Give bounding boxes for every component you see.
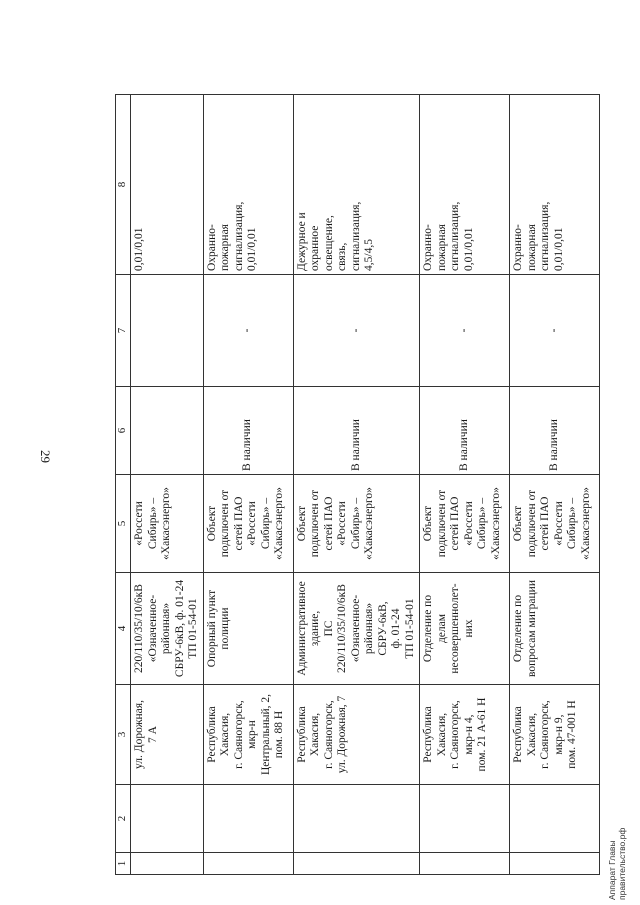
cell-line: 4,5/4,5 bbox=[363, 239, 375, 271]
cell-line: районная» bbox=[363, 602, 375, 655]
watermark bbox=[607, 828, 627, 900]
cell-availability: В наличии bbox=[293, 387, 420, 475]
cell-address bbox=[131, 685, 204, 785]
cell-object-name bbox=[203, 573, 293, 685]
header-cell-6: 6 bbox=[116, 387, 131, 475]
cell-line: Объект bbox=[205, 505, 218, 542]
cell-line: здание, bbox=[309, 610, 321, 647]
cell-line: Хакасия, bbox=[435, 712, 448, 757]
cell-power-source bbox=[420, 475, 510, 573]
cell-line: «Хакасэнерго» bbox=[363, 487, 375, 560]
cell-line: Дежурное и bbox=[295, 212, 308, 271]
cell-power-consumers bbox=[131, 95, 204, 275]
cell-line: Хакасия, bbox=[309, 712, 321, 757]
cell-line: связь, bbox=[336, 242, 348, 271]
cell-line: Хакасия, bbox=[219, 712, 231, 757]
cell-line: Объект bbox=[512, 505, 524, 542]
cell-power-source bbox=[203, 475, 293, 573]
cell-line: «Хакасэнерго» bbox=[579, 487, 592, 560]
cell-col-1 bbox=[203, 853, 293, 875]
cell-line: Охранно- bbox=[512, 224, 524, 271]
cell-col-7: - bbox=[420, 275, 510, 387]
cell-col-7: - bbox=[203, 275, 293, 387]
cell-line: делам bbox=[435, 613, 448, 644]
cell-col-2 bbox=[293, 785, 420, 853]
cell-line: ул. Дорожная, 7 bbox=[336, 695, 348, 774]
cell-line: сетей ПАО bbox=[539, 496, 551, 551]
cell-line: Административное bbox=[295, 581, 308, 676]
cell-line: пом. 88 Н bbox=[273, 710, 285, 759]
cell-line: подключен от bbox=[219, 489, 231, 558]
cell-object-name bbox=[510, 573, 600, 685]
cell-col-2 bbox=[510, 785, 600, 853]
header-cell-2: 2 bbox=[116, 785, 131, 853]
header-cell-5: 5 bbox=[116, 475, 131, 573]
cell-line: несовершеннолет- bbox=[449, 583, 461, 674]
cell-col-1 bbox=[131, 853, 204, 875]
cell-power-source bbox=[131, 475, 204, 573]
cell-line: сигнализация, bbox=[449, 201, 461, 271]
cell-line: ПС bbox=[322, 620, 335, 637]
cell-line: охранное bbox=[309, 225, 321, 271]
cell-line: «Россети bbox=[246, 501, 258, 546]
cell-line: Отделение по bbox=[422, 594, 434, 663]
cell-line: ф. 01-24 bbox=[390, 608, 402, 649]
cell-line: «Россети bbox=[552, 501, 565, 546]
cell-power-consumers bbox=[203, 95, 293, 275]
cell-line: пом. 21 А-61 Н bbox=[476, 697, 488, 772]
cell-line: сигнализация, bbox=[539, 201, 551, 271]
rotated-table-container bbox=[115, 94, 600, 875]
cell-col-2 bbox=[420, 785, 510, 853]
cell-line: Республика bbox=[295, 706, 308, 763]
cell-address bbox=[293, 685, 420, 785]
cell-line: сетей ПАО bbox=[449, 496, 461, 551]
cell-line: Отделение по bbox=[512, 594, 524, 663]
cell-object-name bbox=[131, 573, 204, 685]
cell-line: пожарная bbox=[525, 224, 538, 271]
cell-line: «Означенное- bbox=[146, 594, 159, 663]
cell-line: сигнализация, bbox=[349, 201, 362, 271]
table-row bbox=[510, 95, 600, 875]
watermark-line-2: правительство.рф bbox=[617, 827, 627, 900]
cell-line: подключен от bbox=[309, 489, 321, 558]
cell-line: подключен от bbox=[525, 489, 538, 558]
header-cell-3: 3 bbox=[116, 685, 131, 785]
cell-power-source bbox=[293, 475, 420, 573]
cell-line: подключен от bbox=[435, 489, 448, 558]
cell-availability: В наличии bbox=[510, 387, 600, 475]
cell-col-1 bbox=[293, 853, 420, 875]
cell-line: Хакасия, bbox=[525, 712, 538, 757]
cell-line: мкр-н 9, bbox=[552, 714, 565, 755]
cell-line: 0,01/0,01 bbox=[133, 227, 145, 271]
cell-line: «Россети bbox=[133, 501, 145, 546]
cell-line: 220/110/35/10/6кВ bbox=[336, 584, 348, 673]
cell-line: СБРУ-6кВ, ф. 01-24 bbox=[173, 579, 186, 678]
cell-line: мкр-н 4, bbox=[462, 714, 475, 755]
header-cell-1: 1 bbox=[116, 853, 131, 875]
cell-line: Сибирь» – bbox=[566, 497, 578, 550]
cell-line: Объект bbox=[295, 505, 308, 542]
cell-line: СБРУ-6кВ, bbox=[376, 601, 389, 656]
cell-line: «Хакасэнерго» bbox=[160, 487, 172, 560]
cell-availability: В наличии bbox=[420, 387, 510, 475]
cell-line: Сибирь» – bbox=[349, 497, 362, 550]
cell-object-name bbox=[420, 573, 510, 685]
cell-line: полиции bbox=[219, 607, 231, 650]
cell-line: сетей ПАО bbox=[232, 496, 245, 551]
cell-object-name bbox=[293, 573, 420, 685]
header-cell-8: 8 bbox=[116, 95, 131, 275]
cell-line: 220/110/35/10/6кВ bbox=[133, 584, 145, 673]
cell-line: освещение, bbox=[322, 215, 335, 271]
document-table bbox=[115, 94, 600, 875]
cell-col-2 bbox=[203, 785, 293, 853]
cell-col-1 bbox=[510, 853, 600, 875]
header-cell-7: 7 bbox=[116, 275, 131, 387]
table-row bbox=[293, 95, 420, 875]
cell-line: Опорный пункт bbox=[205, 589, 218, 668]
table-header-row bbox=[116, 95, 131, 875]
cell-line: Объект bbox=[422, 505, 434, 542]
cell-power-source bbox=[510, 475, 600, 573]
cell-line: Республика bbox=[205, 706, 218, 763]
page-number: 29 bbox=[38, 450, 53, 463]
cell-address bbox=[203, 685, 293, 785]
cell-line: Республика bbox=[422, 706, 434, 763]
cell-line: г. Саяногорск, bbox=[449, 700, 461, 769]
cell-line: Сибирь» – bbox=[259, 497, 272, 550]
cell-line: 0,01/0,01 bbox=[462, 227, 475, 271]
cell-line: «Хакасэнерго» bbox=[489, 487, 502, 560]
cell-line: Охранно- bbox=[205, 224, 218, 271]
cell-line: г. Саяногорск, bbox=[322, 700, 335, 769]
cell-line: ТП 01-54-01 bbox=[403, 598, 416, 659]
cell-line: «Хакасэнерго» bbox=[273, 487, 285, 560]
cell-line: Центральный, 2, bbox=[259, 693, 272, 776]
cell-line: Сибирь» – bbox=[476, 497, 488, 550]
cell-line: «Россети bbox=[462, 501, 475, 546]
cell-address bbox=[510, 685, 600, 785]
cell-line: «Россети bbox=[336, 501, 348, 546]
cell-line: районная» bbox=[160, 602, 172, 655]
cell-line: пожарная bbox=[435, 224, 448, 271]
cell-power-consumers bbox=[293, 95, 420, 275]
cell-col-7: - bbox=[510, 275, 600, 387]
cell-line: вопросам миграции bbox=[525, 580, 538, 678]
cell-line: ТП 01-54-01 bbox=[187, 598, 199, 659]
cell-line: сигнализация, bbox=[232, 201, 245, 271]
cell-availability bbox=[131, 387, 204, 475]
cell-line: сетей ПАО bbox=[322, 496, 335, 551]
cell-line: «Означенное- bbox=[349, 594, 362, 663]
cell-line: 0,01/0,01 bbox=[552, 227, 565, 271]
table-row bbox=[203, 95, 293, 875]
cell-col-2 bbox=[131, 785, 204, 853]
cell-line: г. Саяногорск, bbox=[539, 700, 551, 769]
cell-line: ул. Дорожная, bbox=[133, 700, 145, 769]
table-row bbox=[131, 95, 204, 875]
cell-line: г. Саяногорск, bbox=[232, 700, 245, 769]
cell-line: пом. 47-001 Н bbox=[566, 700, 578, 769]
cell-power-consumers bbox=[510, 95, 600, 275]
cell-line: них bbox=[462, 619, 475, 638]
header-cell-4: 4 bbox=[116, 573, 131, 685]
cell-availability: В наличии bbox=[203, 387, 293, 475]
table-row bbox=[420, 95, 510, 875]
cell-line: Республика bbox=[512, 706, 524, 763]
cell-line: мкр-н bbox=[246, 720, 258, 749]
cell-power-consumers bbox=[420, 95, 510, 275]
cell-col-1 bbox=[420, 853, 510, 875]
cell-address bbox=[420, 685, 510, 785]
cell-col-7 bbox=[131, 275, 204, 387]
cell-line: Охранно- bbox=[422, 224, 434, 271]
cell-line: пожарная bbox=[219, 224, 231, 271]
cell-line: 7 А bbox=[146, 726, 159, 743]
cell-line: Сибирь» – bbox=[146, 497, 159, 550]
cell-line: 0,01/0,01 bbox=[246, 227, 258, 271]
watermark-line-1: Аппарат Главы bbox=[607, 840, 617, 900]
cell-col-7: - bbox=[293, 275, 420, 387]
